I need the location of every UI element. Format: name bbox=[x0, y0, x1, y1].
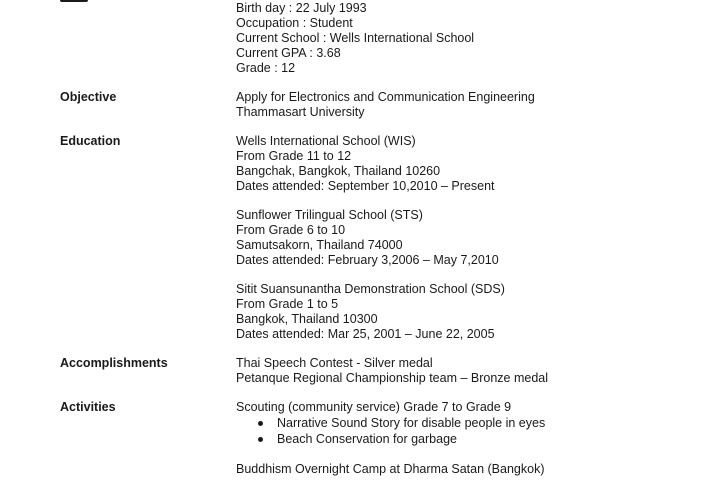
school-name: Sitit Suansunantha Demonstration School (SDS) bbox=[236, 282, 505, 296]
school-dates: Dates attended: Mar 25, 2001 – June 22, 2005 bbox=[236, 327, 495, 341]
birthday-line: Birth day : 22 July 1993 bbox=[236, 1, 367, 15]
accomplishments-heading: Accomplishments bbox=[60, 356, 168, 370]
objective-heading: Objective bbox=[60, 90, 117, 104]
school-grades: From Grade 6 to 10 bbox=[236, 223, 346, 237]
school-grades: From Grade 1 to 5 bbox=[236, 297, 339, 311]
accomplishment-line: Petanque Regional Championship team – Bronze medal bbox=[236, 371, 548, 385]
objective-line: Thammasart University bbox=[236, 105, 365, 119]
accomplishment-line: Thai Speech Contest - Silver medal bbox=[236, 356, 433, 370]
activities-heading: Activities bbox=[60, 400, 116, 414]
school-dates: Dates attended: September 10,2010 – Present bbox=[236, 179, 495, 193]
scouting-line: Scouting (community service) Grade 7 to Grade 9 bbox=[236, 400, 512, 414]
education-heading: Education bbox=[60, 134, 121, 148]
school-dates: Dates attended: February 3,2006 – May 7,2010 bbox=[236, 253, 499, 267]
cropped-heading-fragment bbox=[60, 0, 88, 2]
camp-line: Buddhism Overnight Camp at Dharma Satan (Bangkok) bbox=[236, 462, 545, 476]
school-name: Sunflower Trilingual School (STS) bbox=[236, 208, 423, 222]
grade-line: Grade : 12 bbox=[236, 61, 296, 75]
school-name: Wells International School (WIS) bbox=[236, 134, 416, 148]
bullet-text: Beach Conservation for garbage bbox=[277, 432, 457, 446]
school-grades: From Grade 11 to 12 bbox=[236, 149, 352, 163]
bullet-text: Narrative Sound Story for disable people in eyes bbox=[277, 416, 546, 430]
objective-line: Apply for Electronics and Communication Engineering bbox=[236, 90, 535, 104]
school-location: Bangchak, Bangkok, Thailand 10260 bbox=[236, 164, 441, 178]
current-gpa-line: Current GPA : 3.68 bbox=[236, 46, 341, 60]
current-school-line: Current School : Wells International School bbox=[236, 31, 475, 45]
bullet-icon bbox=[258, 421, 263, 426]
school-location: Samutsakorn, Thailand 74000 bbox=[236, 238, 403, 252]
school-location: Bangkok, Thailand 10300 bbox=[236, 312, 378, 326]
occupation-line: Occupation : Student bbox=[236, 16, 353, 30]
bullet-icon bbox=[258, 437, 263, 442]
